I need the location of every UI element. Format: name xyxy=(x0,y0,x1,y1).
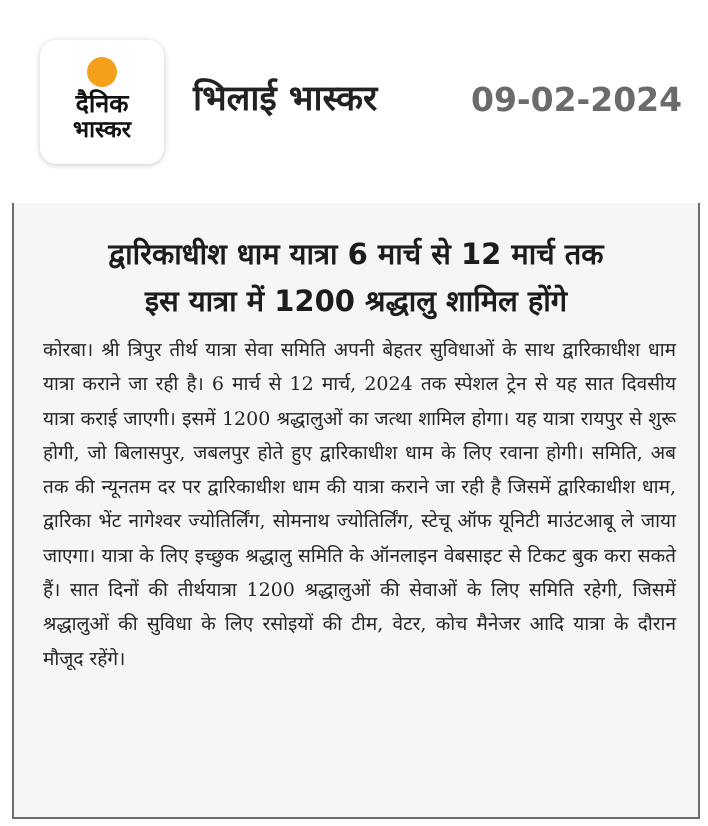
dainik-bhaskar-logo[interactable] xyxy=(40,40,164,164)
headline-line-2: इस यात्रा में 1200 श्रद्धालु शामिल होंगे xyxy=(144,284,568,318)
headline-line-1: द्वारिकाधीश धाम यात्रा 6 मार्च से 12 मार्च तक xyxy=(108,237,604,271)
edition-title: भिलाई भास्कर xyxy=(193,79,378,119)
article-headline xyxy=(14,231,698,325)
publication-date: 09-02-2024 xyxy=(471,80,683,119)
header xyxy=(0,0,708,190)
logo-text-line1: दैनिक xyxy=(75,89,129,118)
logo-text-line2: भास्कर xyxy=(72,117,132,143)
news-clipping xyxy=(12,203,700,819)
article-body: कोरबा। श्री त्रिपुर तीर्थ यात्रा सेवा समिति अपनी बेहतर सुविधाओं के साथ द्वारिकाधीश धाम यात्रा कराने जा रही है। 6 मार्च से 12 मार्च, 2024 तक स्पेशल ट्रेन से यह सात दिवसीय यात्रा कराई जाएगी। इसमें 1200 श्रद्धालुओं का जत्था शामिल होगा। यह यात्रा रायपुर से शुरू होगी, जो बिलासपुर, जबलपुर होते हुए द्वारिकाधीश धाम के लिए रवाना होगी। समिति, अब तक की न्यूनतम दर पर द्वारिकाधीश धाम की यात्रा कराने जा रही है जिसमें द्वारिकाधीश धाम, द्वारिका भेंट नागेश्वर ज्योतिर्लिंग, सोमनाथ ज्योतिर्लिंग, स्टेचू ऑफ यूनिटी माउंटआबू ले जाया जाएगा। यात्रा के लिए इच्छुक श्रद्धालु समिति के ऑनलाइन वेबसाइट से टिकट बुक करा सकते हैं। सात दिनों की तीर्थयात्रा 1200 श्रद्धालुओं की सेवाओं के लिए समिति रहेगी, जिसमें श्रद्धालुओं की सुविधा के लिए रसोइयों की टीम, वेटर, कोच मैनेजर आदि यात्रा के दौरान मौजूद रहेंगे। xyxy=(43,339,676,670)
sun-icon xyxy=(87,57,117,87)
